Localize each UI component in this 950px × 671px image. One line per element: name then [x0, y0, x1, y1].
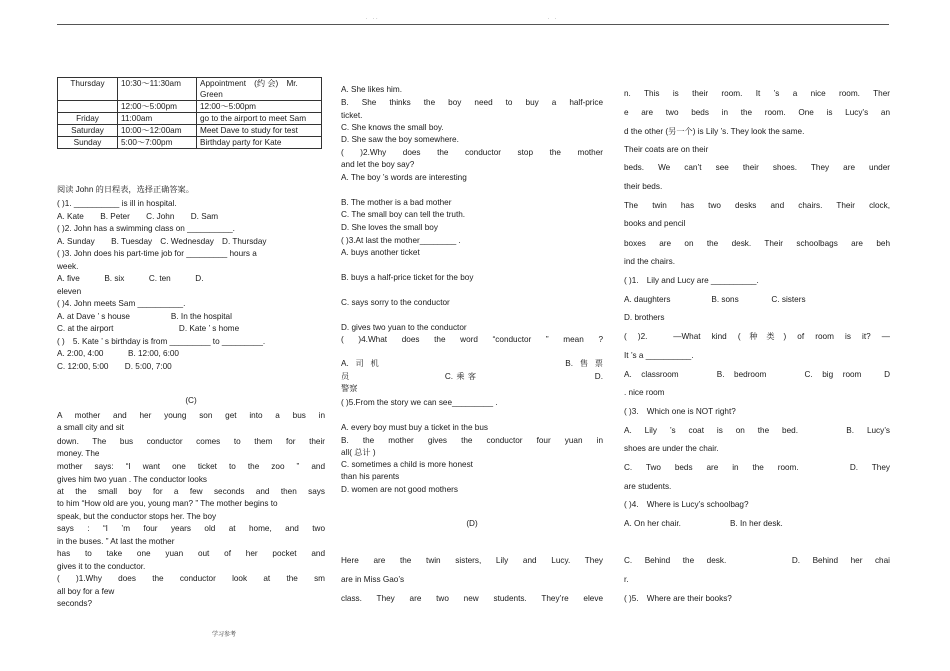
text-line: gives him two yuan . The conductor looks	[57, 475, 208, 484]
text-line: B. buys a half-price ticket for the boy	[341, 273, 474, 282]
text-line: ( )3.At last the mother________ .	[341, 236, 461, 245]
text-line: ( )2.Why does the conductor stop the mother	[341, 148, 603, 157]
text-line: boxes are on the desk. Their schoolbags are beh	[624, 239, 890, 248]
table-row	[58, 101, 322, 113]
text-line: D. gives two yuan to the conductor	[341, 323, 467, 332]
text-line: A. Kate B. Peter C. John D. Sam	[57, 212, 219, 221]
text-line: A. every boy must buy a ticket in the bus	[341, 423, 488, 432]
table-row	[58, 78, 322, 101]
text-line: seconds?	[57, 599, 93, 608]
day-cell	[58, 101, 118, 113]
text-line: ( ) 5. Kate ’ s birthday is from _________ to _________.	[57, 337, 266, 346]
text-line: A. at Dave ’ s house B. In the hospital	[57, 312, 232, 321]
time-cell: 12:00～5:00pm	[118, 101, 197, 113]
text-line: class. They are two new students. They’re eleve	[341, 594, 603, 603]
text-line: ( )2. —What kind (种类) of room is it? —	[624, 332, 890, 341]
text-line: says : “I ’m four years old at home, and two	[57, 524, 325, 533]
text-line: D. She loves the small boy	[341, 223, 438, 232]
text-line: beds. We can’t see their shoes. They are under	[624, 163, 890, 172]
text-line: B. She thinks the boy need to buy a half-price	[341, 98, 603, 107]
text-line: books and pencil	[624, 219, 686, 228]
text-line: money. The	[57, 449, 100, 458]
text-line: (C)	[185, 396, 197, 405]
day-cell: Thursday	[58, 78, 118, 101]
text-line: a small city and sit	[57, 423, 124, 432]
text-line: D. She saw the boy somewhere.	[341, 135, 459, 144]
text-line: 阅读 John 的日程表，选择正确答案。	[57, 185, 194, 194]
time-cell: 10:30～11:30am	[118, 78, 197, 101]
text-line: C. Behind the desk. D. Behind her chai	[624, 556, 890, 565]
text-line: ind the chairs.	[624, 257, 675, 266]
text-line: A. classroom B. bedroom C. big room D	[624, 370, 890, 379]
day-cell: Friday	[58, 113, 118, 125]
schedule-table	[57, 77, 322, 149]
text-line: C. The small boy can tell the truth.	[341, 210, 466, 219]
text-line: ( )4. Where is Lucy’s schoolbag?	[624, 500, 749, 509]
text-line: 警察	[341, 384, 358, 393]
text-line: ( )3. Which one is NOT right?	[624, 407, 736, 416]
text-line: A mother and her young son get into a bus in	[57, 411, 325, 420]
header-rule	[57, 24, 889, 25]
text-line: than his parents	[341, 472, 400, 481]
text-line: B. The mother is a bad mother	[341, 198, 452, 207]
text-line: e are two beds in the room. One is Lucy’s an	[624, 108, 890, 117]
text-line: ( )2. John has a swimming class on __________.	[57, 224, 235, 233]
table-row	[58, 125, 322, 137]
text-line: has to take one yuan out of her pocket and	[57, 549, 325, 558]
text-line: and let the boy say?	[341, 160, 415, 169]
text-line: A. 2:00, 4:00 B. 12:00, 6:00	[57, 349, 179, 358]
text-line: A. She likes him.	[341, 85, 402, 94]
text-line: ( )3. John does his part-time job for _________ hours a	[57, 249, 257, 258]
text-line: C. Two beds are in the room. D. They	[624, 463, 890, 472]
text-line: ( )1. __________ is ill in hospital.	[57, 199, 177, 208]
text-line: eleven	[57, 287, 82, 296]
text-line: ( )4.What does the word “conductor ” mean ?	[341, 335, 603, 344]
text-line: in the buses. ” At last the mother	[57, 537, 175, 546]
text-line: ticket.	[341, 111, 363, 120]
text-line: (D)	[466, 519, 478, 528]
day-cell: Saturday	[58, 125, 118, 137]
activity-cell: Meet Dave to study for test	[197, 125, 322, 137]
text-line: 员 C.乘客 D.	[341, 372, 603, 381]
text-line: C. at the airport D. Kate ’ s home	[57, 324, 240, 333]
text-line: C. 12:00, 5:00 D. 5:00, 7:00	[57, 362, 172, 371]
text-line: are students.	[624, 482, 672, 491]
text-line: C. She knows the small boy.	[341, 123, 444, 132]
header-mark: . .	[548, 15, 559, 21]
text-line: all( 总计 )	[341, 448, 376, 457]
text-line: C. sometimes a child is more honest	[341, 460, 473, 469]
text-line: B. the mother gives the conductor four yuan in	[341, 436, 603, 445]
text-line: at the small boy for a few seconds and then says	[57, 487, 325, 496]
text-line: It ’s a __________.	[624, 351, 694, 360]
text-line: ( )5. Where are their books?	[624, 594, 732, 603]
text-line: shoes are under the chair.	[624, 444, 719, 453]
activity-cell: Birthday party for Kate	[197, 137, 322, 149]
text-line: D. women are not good mothers	[341, 485, 458, 494]
text-line: A. The boy ’s words are interesting	[341, 173, 467, 182]
time-cell: 11:00am	[118, 113, 197, 125]
text-line: A. buys another ticket	[341, 248, 420, 257]
text-line: Here are the twin sisters, Lily and Lucy. They	[341, 556, 603, 565]
text-line: A. Lily ’s coat is on the bed. B. Lucy’s	[624, 426, 890, 435]
text-line: ( )1.Why does the conductor look at the sm	[57, 574, 325, 583]
text-line: week.	[57, 262, 79, 271]
activity-cell: 12:00～5:00pm	[197, 101, 322, 113]
footer-text: 学习参考	[212, 632, 237, 638]
text-line: down. The bus conductor comes to them for their	[57, 437, 325, 446]
text-line: are in Miss Gao’s	[341, 575, 405, 584]
table-row	[58, 113, 322, 125]
text-line: A. daughters B. sons C. sisters	[624, 295, 806, 304]
text-line: all boy for a few	[57, 587, 115, 596]
text-line: their beds.	[624, 182, 663, 191]
activity-cell: go to the airport to meet Sam	[197, 113, 322, 125]
text-line: gives it to the conductor.	[57, 562, 146, 571]
text-line: Their coats are on their	[624, 145, 709, 154]
activity-cell: Appointment (约 会) Mr. Green	[197, 78, 322, 101]
header-mark: . ..	[366, 15, 380, 21]
table-row	[58, 137, 322, 149]
text-line: A.司机 B.售票	[341, 359, 603, 368]
text-line: A. five B. six C. ten D.	[57, 274, 204, 283]
text-line: D. brothers	[624, 313, 665, 322]
text-line: r.	[624, 575, 629, 584]
text-line: to him “How old are you, young man? ” The mother begins to	[57, 499, 278, 508]
text-line: A. Sunday B. Tuesday C. Wednesday D. Thursday	[57, 237, 267, 246]
text-line: mother says: “I want one ticket to the zoo ” and	[57, 462, 325, 471]
text-line: d the other (另一个) is Lily ’s. They look the same.	[624, 127, 805, 136]
text-line: ( )5.From the story we can see_________ .	[341, 398, 498, 407]
text-line: A. On her chair. B. In her desk.	[624, 519, 783, 528]
text-line: n. This is their room. It ’s a nice room. Ther	[624, 89, 890, 98]
text-line: The twin has two desks and chairs. Their clock,	[624, 201, 890, 210]
day-cell: Sunday	[58, 137, 118, 149]
time-cell: 10:00～12:00am	[118, 125, 197, 137]
text-line: speak, but the conductor stops her. The boy	[57, 512, 217, 521]
time-cell: 5:00～7:00pm	[118, 137, 197, 149]
text-line: ( )1. Lily and Lucy are __________.	[624, 276, 759, 285]
text-line: C. says sorry to the conductor	[341, 298, 450, 307]
text-line: ( )4. John meets Sam __________.	[57, 299, 186, 308]
text-line: . nice room	[624, 388, 665, 397]
